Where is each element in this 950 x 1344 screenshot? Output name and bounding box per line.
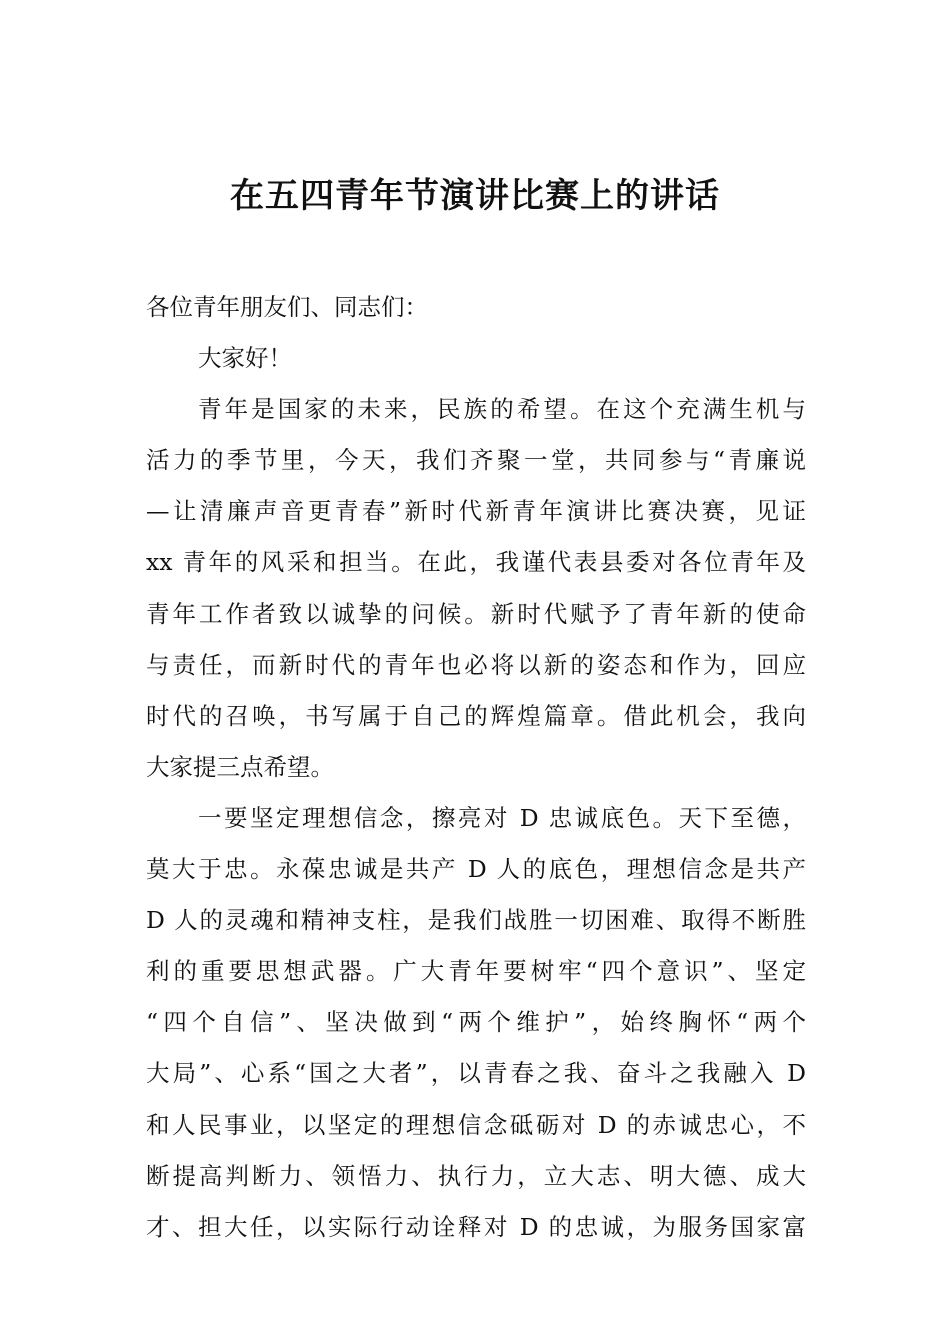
body-line: —让清廉声音更青春”新时代新青年演讲比赛决赛，见证 [146, 497, 806, 526]
document-title: 在五四青年节演讲比赛上的讲话 [230, 176, 720, 216]
body-line: 才、担大任，以实际行动诠释对 D 的忠诚，为服务国家富 [146, 1212, 806, 1241]
body-line: 大局”、心系“国之大者”，以青春之我、奋斗之我融入 D [146, 1059, 806, 1088]
body-line: 断提高判断力、领悟力、执行力，立大志、明大德、成大 [146, 1161, 806, 1190]
body-line: 与责任，而新时代的青年也必将以新的姿态和作为，回应 [146, 650, 806, 679]
body-line: 青年工作者致以诚挚的问候。新时代赋予了青年新的使命 [146, 599, 806, 628]
body-line: 大家好！ [198, 344, 292, 373]
document-body [146, 282, 806, 1253]
body-line: “四个自信”、坚决做到“两个维护”，始终胸怀“两个 [146, 1008, 806, 1037]
body-line: xx 青年的风采和担当。在此，我谨代表县委对各位青年及 [146, 548, 806, 577]
body-line: 活力的季节里，今天，我们齐聚一堂，共同参与“青廉说 [146, 446, 806, 475]
body-line: 和人民事业，以坚定的理想信念砥砺对 D 的赤诚忠心，不 [146, 1110, 806, 1139]
body-line: 青年是国家的未来，民族的希望。在这个充满生机与 [198, 395, 806, 424]
body-line: 莫大于忠。永葆忠诚是共产 D 人的底色，理想信念是共产 [146, 855, 806, 884]
body-line: 各位青年朋友们、同志们： [146, 293, 428, 321]
body-line: 大家提三点希望。 [146, 752, 334, 781]
body-line: D 人的灵魂和精神支柱，是我们战胜一切困难、取得不断胜 [146, 906, 806, 935]
body-line: 时代的召唤，书写属于自己的辉煌篇章。借此机会，我向 [146, 701, 806, 730]
body-line: 一要坚定理想信念，擦亮对 D 忠诚底色。天下至德， [198, 803, 806, 832]
body-line: 利的重要思想武器。广大青年要树牢“四个意识”、坚定 [146, 957, 806, 986]
